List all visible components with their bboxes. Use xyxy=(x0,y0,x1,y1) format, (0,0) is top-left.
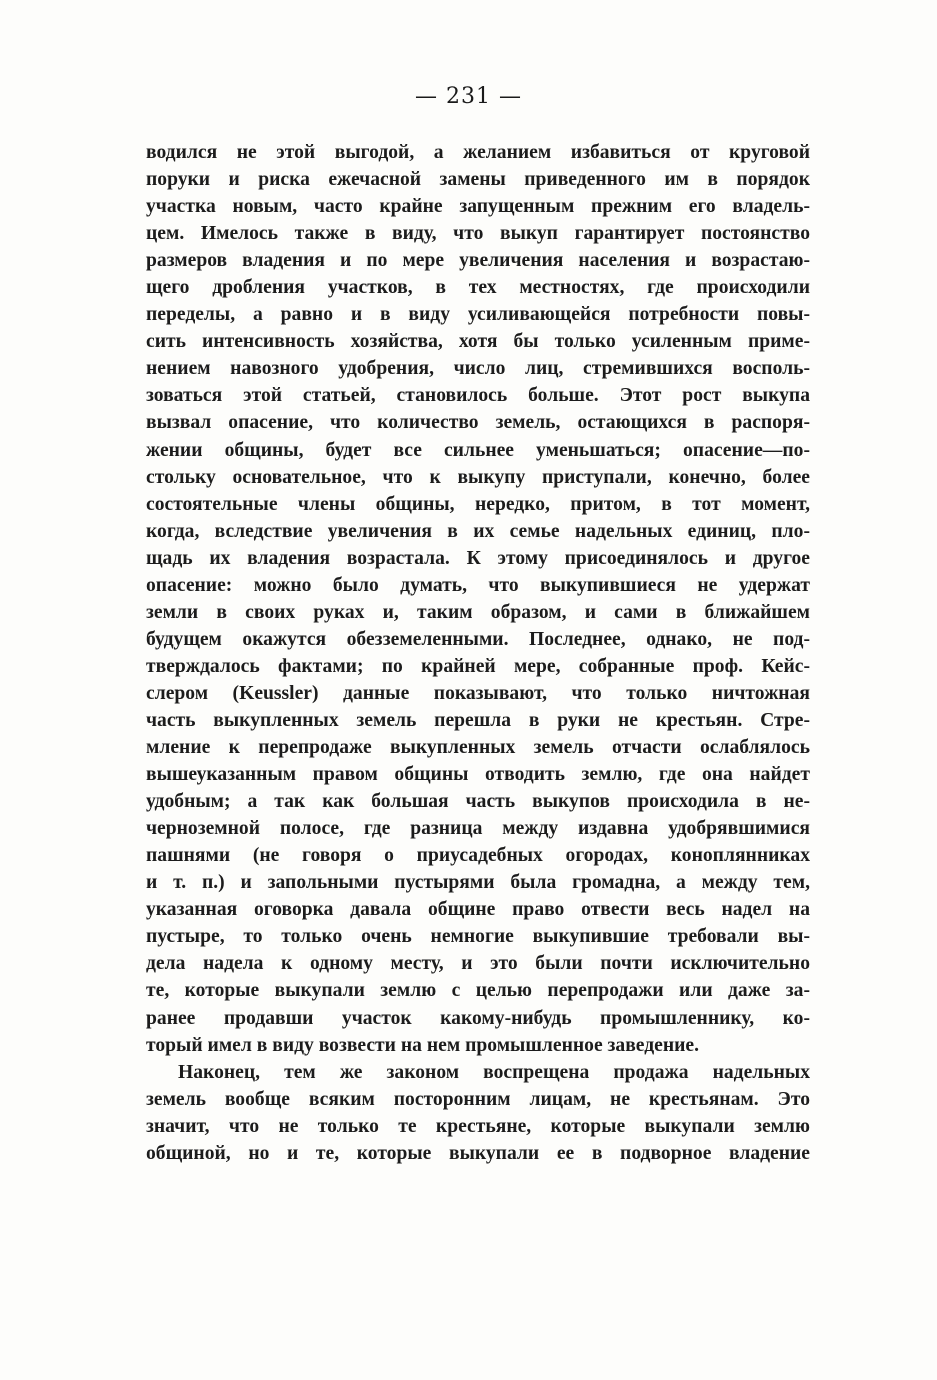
text-line: слером (Keussler) данные показывают, что только ничтожная xyxy=(146,682,810,704)
body-text xyxy=(146,139,810,1167)
text-line: черноземной полосе, где разница между издавна удобрявшимися xyxy=(146,818,810,840)
text-line: цем. Имелось также в виду, что выкуп гарантирует постоянство xyxy=(146,223,810,245)
text-line: торый имел в виду возвести на нем промышленное заведение. xyxy=(146,1034,700,1056)
text-line: щадь их владения возрастала. К этому присоединялось и другое xyxy=(146,547,810,569)
text-line: общиной, но и те, которые выкупали ее в подворное владение xyxy=(146,1142,810,1164)
text-line: сить интенсивность хозяйства, хотя бы только усиленным приме- xyxy=(146,331,810,353)
text-line: водился не этой выгодой, а желанием избавиться от круговой xyxy=(146,142,810,163)
text-line: переделы, а равно и в виду усиливающейся потребности повы- xyxy=(146,304,810,326)
text-line: пашнями (не говоря о приусадебных огородах, коноплянниках xyxy=(146,845,810,867)
text-line: дела надела к одному месту, и это были почти исключительно xyxy=(146,953,810,975)
text-line: зоваться этой статьей, становилось больше. Этот рост выкупа xyxy=(146,385,810,407)
page-number: — 231 — xyxy=(415,84,522,109)
text-line: вышеуказанным правом общины отводить землю, где она найдет xyxy=(146,764,810,786)
text-line: состоятельные члены общины, нередко, притом, в тот момент, xyxy=(146,493,810,515)
text-line: жении общины, будет все сильнее уменьшаться; опасение—по- xyxy=(146,439,810,461)
text-line: когда, вследствие увеличения в их семье надельных единиц, пло- xyxy=(146,520,810,542)
text-line: земель вообще всяким посторонним лицам, не крестьянам. Это xyxy=(146,1088,810,1110)
text-line: ранее продавши участок какому-нибудь промышленнику, ко- xyxy=(146,1007,810,1029)
text-line: участка новым, часто крайне запущенным прежним его владель- xyxy=(146,196,810,218)
text-line: указанная оговорка давала общине право отвести весь надел на xyxy=(146,899,810,921)
text-line: и т. п.) и запольными пустырями была громадна, а между тем, xyxy=(146,872,810,894)
text-line: стольку основательное, что к выкупу приступали, конечно, более xyxy=(146,466,810,488)
text-line: опасение: можно было думать, что выкупившиеся не удержат xyxy=(146,574,810,596)
text-line: поруки и риска ежечасной замены приведенного им в порядок xyxy=(146,169,810,191)
text-line: щего дробления участков, в тех местностях, где происходили xyxy=(146,277,810,299)
text-line: Наконец, тем же законом воспрещена продажа надельных xyxy=(178,1061,810,1083)
text-line: тверждалось фактами; по крайней мере, собранные проф. Кейс- xyxy=(146,655,810,677)
text-line: мление к перепродаже выкупленных земель отчасти ослаблялось xyxy=(146,737,810,759)
text-line: пустыре, то только очень немногие выкупившие требовали вы- xyxy=(146,926,810,948)
text-line: значит, что не только те крестьяне, которые выкупали землю xyxy=(146,1115,810,1137)
text-line: вызвал опасение, что количество земель, остающихся в распоря- xyxy=(146,412,810,434)
text-line: те, которые выкупали землю с целью перепродажи или даже за- xyxy=(146,980,810,1002)
text-line: часть выкупленных земель перешла в руки не крестьян. Стре- xyxy=(146,709,810,731)
text-line: удобным; а так как большая часть выкупов происходила в не- xyxy=(146,791,810,813)
text-line: земли в своих руках и, таким образом, и сами в ближайшем xyxy=(146,601,810,623)
text-line: будущем окажутся обезземеленными. Последнее, однако, не под- xyxy=(146,628,810,650)
text-line: размеров владения и по мере увеличения населения и возрастаю- xyxy=(146,250,810,272)
text-line: нением навозного удобрения, число лиц, стремившихся восполь- xyxy=(146,358,810,380)
